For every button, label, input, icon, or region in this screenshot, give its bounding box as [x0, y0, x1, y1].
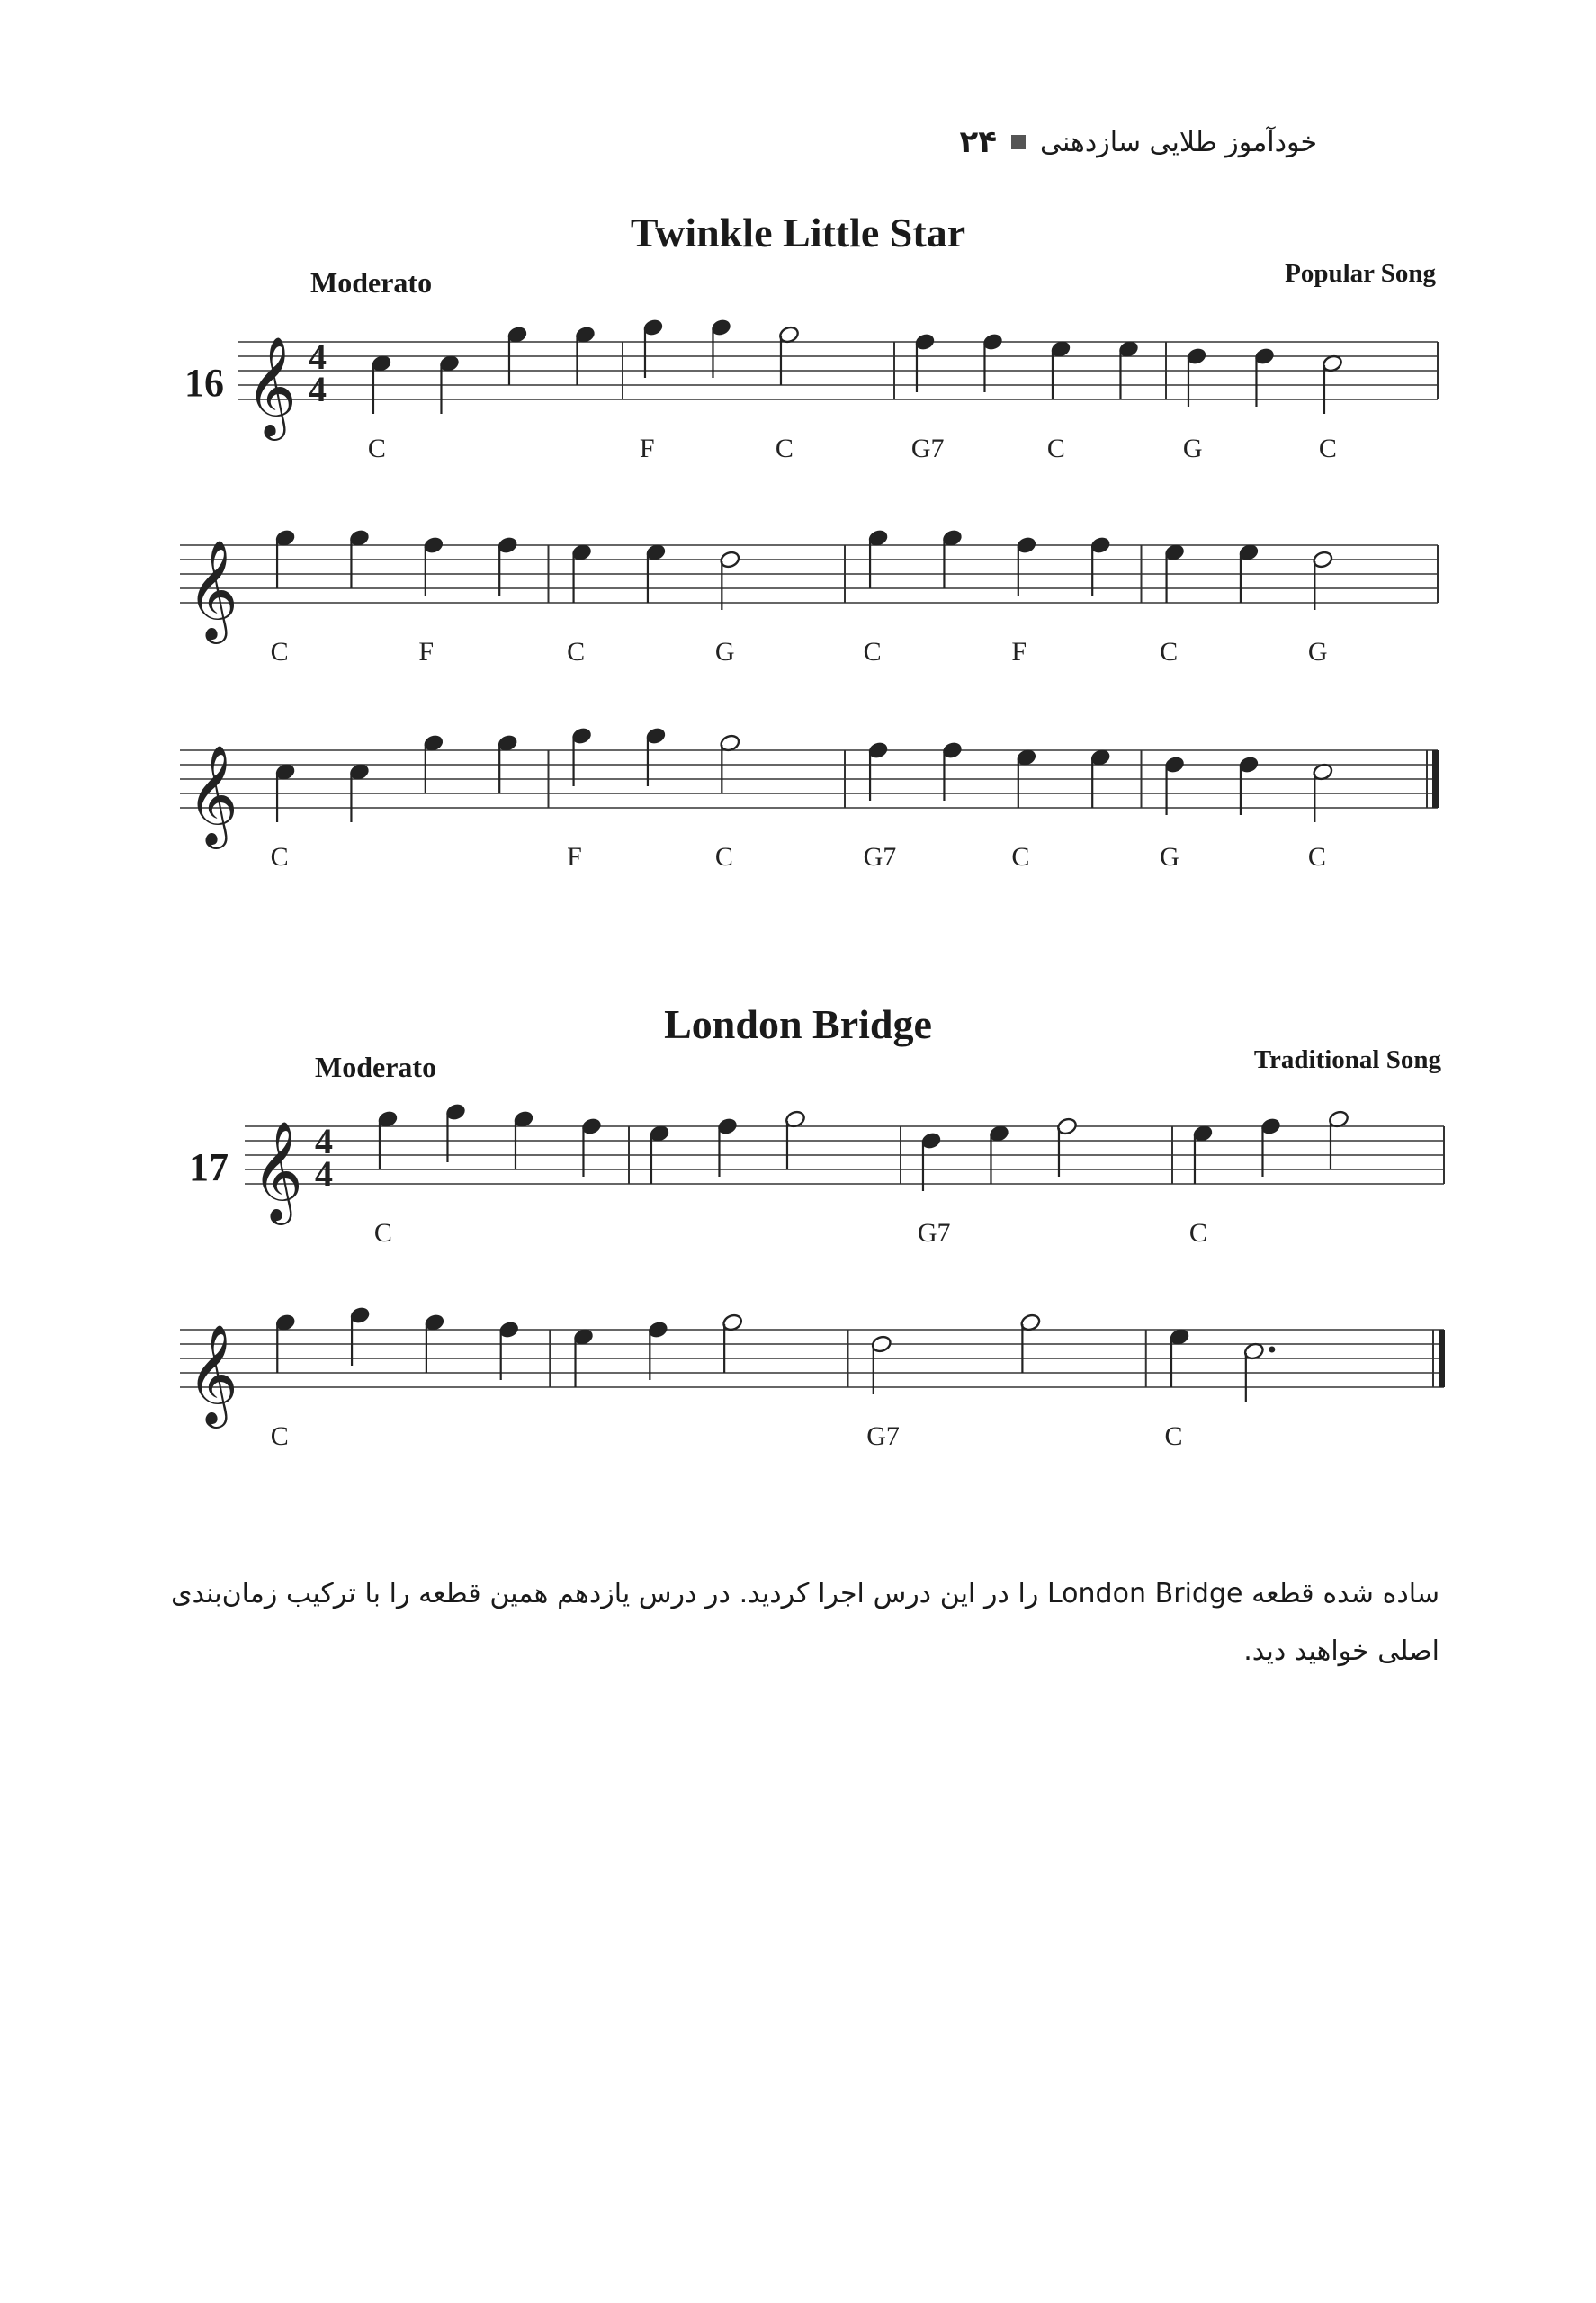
chord-symbol: G7 — [917, 1218, 951, 1248]
chord-symbol: G7 — [910, 434, 945, 463]
chord-symbol: G — [1307, 637, 1328, 667]
treble-clef-icon: 𝄞 — [246, 336, 297, 436]
time-signature-top: 4 — [315, 1121, 333, 1161]
chord-symbol: C — [863, 637, 882, 667]
chord-symbol: G7 — [866, 1421, 900, 1451]
chord-symbol: G — [1182, 434, 1203, 463]
treble-clef-icon: 𝄞 — [252, 1120, 303, 1221]
time-signature-bottom: 4 — [315, 1153, 333, 1194]
chord-symbol: G — [1160, 842, 1179, 872]
tempo-marking: Moderato — [310, 266, 433, 299]
book-title: خودآموز طلایی سازدهنی — [1040, 126, 1317, 158]
song-title: London Bridge — [664, 1001, 932, 1047]
treble-clef-icon: 𝄞 — [187, 744, 238, 845]
exercise-number: 16 — [184, 361, 224, 405]
chord-symbol: C — [1164, 1421, 1183, 1451]
song-title: Twinkle Little Star — [630, 210, 966, 255]
time-signature-bottom: 4 — [309, 369, 327, 409]
chord-symbol: F — [567, 842, 582, 872]
final-barline-thick — [1432, 750, 1439, 808]
chord-symbol: C — [1188, 1218, 1207, 1248]
chord-symbol: C — [1160, 637, 1179, 667]
chord-symbol: C — [270, 637, 289, 667]
final-barline-thick — [1439, 1330, 1445, 1387]
chord-symbol: C — [367, 434, 386, 463]
exercise-number: 17 — [189, 1145, 229, 1189]
composer-label: Popular Song — [1285, 259, 1436, 288]
chord-symbol: C — [775, 434, 794, 463]
chord-symbol: G — [714, 637, 735, 667]
chord-symbol: C — [1318, 434, 1337, 463]
chord-symbol: C — [270, 842, 289, 872]
chord-symbol: F — [639, 434, 655, 463]
chord-symbol: F — [1011, 637, 1027, 667]
chord-symbol: C — [1307, 842, 1326, 872]
treble-clef-icon: 𝄞 — [187, 539, 238, 640]
tempo-marking: Moderato — [315, 1051, 437, 1083]
chord-symbol: G7 — [863, 842, 897, 872]
chord-symbol: C — [567, 637, 586, 667]
augmentation-dot — [1269, 1347, 1275, 1353]
time-signature-top: 4 — [309, 336, 327, 377]
chord-symbol: C — [270, 1421, 289, 1451]
chord-symbol: C — [373, 1218, 392, 1248]
chord-symbol: F — [418, 637, 435, 667]
treble-clef-icon: 𝄞 — [187, 1323, 238, 1424]
page-number: ۲۴ — [959, 124, 997, 160]
chord-symbol: C — [714, 842, 733, 872]
chord-symbol: C — [1011, 842, 1030, 872]
composer-label: Traditional Song — [1253, 1045, 1441, 1074]
lesson-note-paragraph: ساده شده قطعه London Bridge را در این درس اجرا کردید. در درس یازدهم همین قطعه را با ترکیب زمان‌بندی اصلی خواهید دید. — [171, 1578, 1439, 1667]
chord-symbol: C — [1046, 434, 1065, 463]
